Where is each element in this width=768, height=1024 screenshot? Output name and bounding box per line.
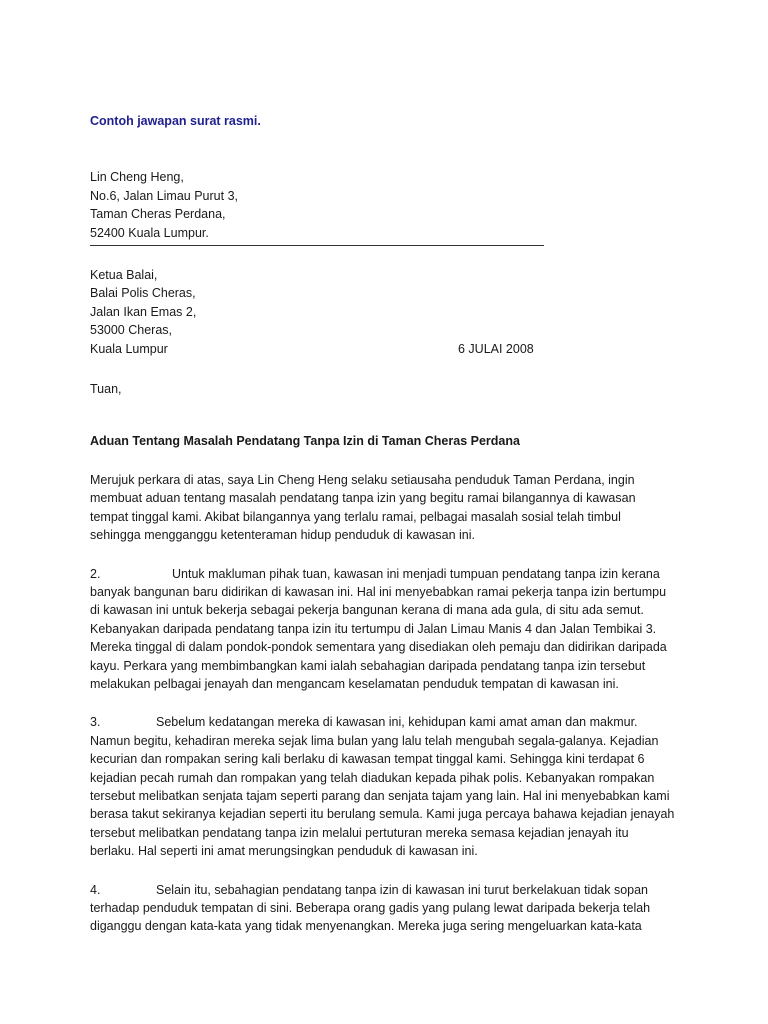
recipient-line: 53000 Cheras, (90, 323, 173, 338)
paragraph-number: 4. (90, 882, 101, 897)
paragraph-line: kayu. Perkara yang membimbangkan kami ialah sebahagian daripada pendatang tanpa izin tersebut (90, 658, 646, 673)
sender-line: Lin Cheng Heng, (90, 170, 184, 185)
paragraph-line: membuat aduan tentang masalah pendatang tanpa izin yang begitu ramai bilangannya di kawasan (90, 491, 636, 506)
paragraph-line: melakukan pelbagai jenayah dan mengancam keselamatan penduduk tempatan di kawasan ini. (90, 676, 619, 691)
paragraph-line: tersebut melibatkan senjata tajam seperti parang dan senjata tajam yang lain. Hal ini menyebabkan kami (90, 788, 670, 803)
letter-body (90, 112, 675, 956)
paragraph-line: sehingga mengganggu ketenteraman hidup penduduk di kawasan ini. (90, 528, 476, 543)
document-heading: Contoh jawapan surat rasmi. (90, 114, 261, 128)
recipient-line: Balai Polis Cheras, (90, 286, 196, 301)
paragraph-first-line (90, 881, 670, 899)
paragraph-3 (90, 713, 675, 860)
separator-line (90, 245, 544, 246)
paragraph-line: kecurian dan rompakan sering kali berlaku di kawasan tempat tinggal kami. Sehingga kini terdapat 6 (90, 752, 645, 767)
salutation: Tuan, (90, 382, 122, 397)
sender-line: 52400 Kuala Lumpur. (90, 225, 209, 240)
sender-line: Taman Cheras Perdana, (90, 207, 226, 222)
paragraph-line: di kawasan ini untuk bekerja sebagai pekerja bangunan kerana di mana ada gula, di situ ada semut. (90, 603, 644, 618)
paragraph-2 (90, 565, 670, 694)
paragraph-line: banyak bangunan baru didirikan di kawasan ini. Hal ini menyebabkan ramai pekerja tanpa izin bertumpu (90, 584, 667, 599)
paragraph-line: Namun begitu, kehadiran mereka sejak lima bulan yang lalu telah mengubah segala-galanya. Kejadian (90, 733, 659, 748)
paragraph-line: diganggu dengan kata-kata yang tidak menyenangkan. Mereka juga sering mengeluarkan kata-kata (90, 919, 642, 934)
paragraph-line: kejadian pecah rumah dan rompakan yang telah diadukan kepada pihak polis. Kebanyakan rompakan (90, 770, 655, 785)
recipient-line: Ketua Balai, (90, 268, 158, 283)
paragraph-4 (90, 881, 670, 936)
sender-address (90, 168, 670, 242)
letter-subject: Aduan Tentang Masalah Pendatang Tanpa Izin di Taman Cheras Perdana (90, 434, 520, 449)
recipient-last-row (90, 340, 670, 358)
recipient-line: Jalan Ikan Emas 2, (90, 304, 197, 319)
letter-date: 6 JULAI 2008 (458, 341, 534, 356)
paragraph-first-line (90, 713, 670, 731)
paragraph-line: Kebanyakan daripada pendatang tanpa izin itu tertumpu di Jalan Limau Manis 4 dan Jalan Tembikai 3. (90, 621, 657, 636)
paragraph-line: tempat tinggal kami. Akibat bilangannya yang terlalu ramai, pelbagai masalah sosial telah timbul (90, 509, 621, 524)
paragraph-line: Sebelum kedatangan mereka di kawasan ini, kehidupan kami amat aman dan makmur. (156, 715, 638, 730)
paragraph-line: terhadap penduduk tempatan di sini. Beberapa orang gadis yang pulang lewat daripada bekerja telah (90, 901, 651, 915)
paragraph-number: 3. (90, 715, 101, 730)
paragraph-line: berasa takut sekiranya kejadian seperti itu berulang semula. Kami juga percaya bahawa kejadian jenayah (90, 807, 675, 822)
paragraph-line: Mereka tinggal di dalam pondok-pondok sementara yang disediakan oleh pemaju dan didirikan daripada (90, 640, 667, 655)
recipient-line: Kuala Lumpur (90, 341, 168, 356)
paragraph-line: tersebut melibatkan pendatang tanpa izin melalui pertuturan mereka semasa kejadian jenayah itu (90, 825, 629, 840)
paragraph-first-line (90, 565, 670, 583)
recipient-address (90, 266, 670, 358)
paragraph-line: berlaku. Hal seperti ini amat merungsingkan penduduk di kawasan ini. (90, 844, 478, 859)
paragraph-1 (90, 471, 670, 545)
paragraph-line: Untuk makluman pihak tuan, kawasan ini menjadi tumpuan pendatang tanpa izin kerana (172, 566, 660, 581)
paragraph-line: Merujuk perkara di atas, saya Lin Cheng Heng selaku setiausaha penduduk Taman Perdana, ingin (90, 472, 635, 487)
sender-line: No.6, Jalan Limau Purut 3, (90, 188, 238, 203)
paragraph-number: 2. (90, 566, 101, 581)
paragraph-line: Selain itu, sebahagian pendatang tanpa izin di kawasan ini turut berkelakuan tidak sopan (156, 882, 649, 897)
